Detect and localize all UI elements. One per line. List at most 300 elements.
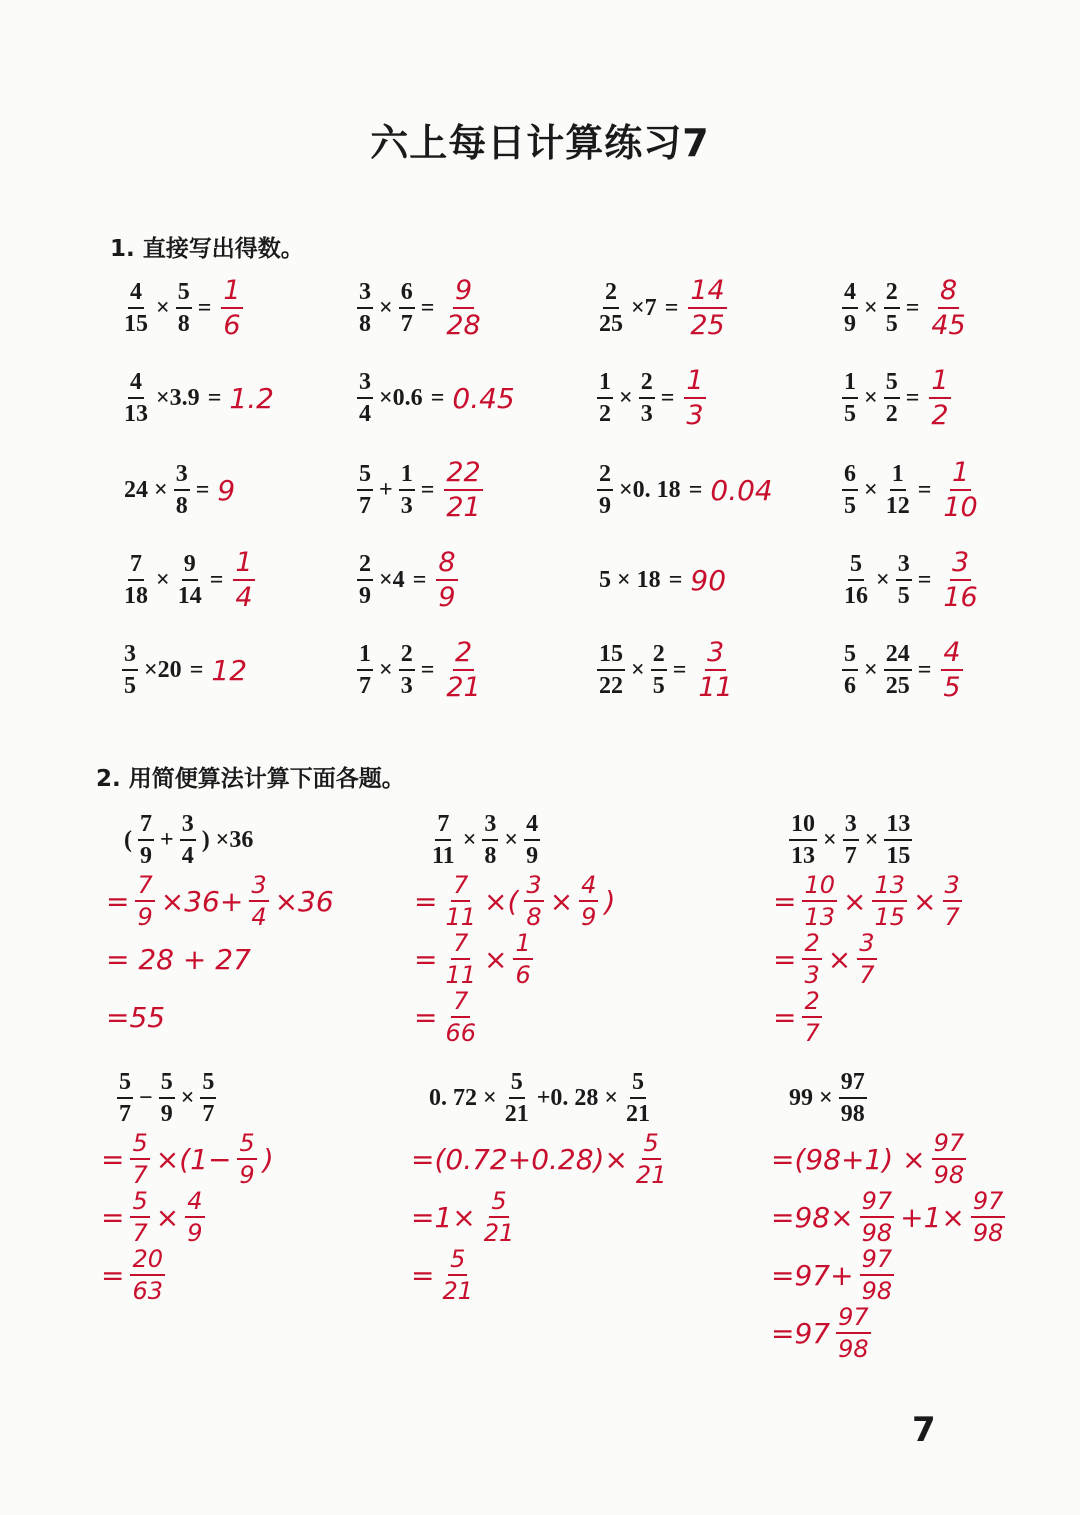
- answer-fraction: [929, 367, 950, 429]
- fraction: [503, 1070, 531, 1126]
- solution-step: [407, 1246, 670, 1304]
- numerator: 97: [860, 1247, 895, 1276]
- fraction: [357, 370, 373, 426]
- solution-step: [769, 988, 964, 1046]
- answer-fraction: [436, 549, 457, 611]
- operator-text: +0. 28 ×: [536, 1084, 619, 1111]
- numerator: 4: [524, 812, 540, 841]
- denominator: 8: [175, 493, 188, 519]
- denominator: 15: [886, 843, 911, 869]
- numerator: 13: [884, 812, 912, 841]
- handwritten-steps: [102, 872, 338, 1046]
- numerator: 3: [896, 552, 912, 581]
- operator-text: ×4: [379, 566, 405, 593]
- numerator: 20: [130, 1247, 165, 1276]
- solution-step: [97, 1246, 278, 1304]
- numerator: 2: [603, 280, 619, 309]
- fraction: [579, 873, 598, 929]
- denominator: 10: [943, 492, 978, 523]
- numerator: 2: [802, 931, 821, 960]
- denominator: 4: [251, 903, 267, 931]
- handwritten-steps: [769, 872, 964, 1046]
- fraction: [135, 873, 154, 929]
- fraction: [597, 280, 625, 336]
- handwritten-answer: 0.45: [452, 381, 515, 415]
- exercise-item: [595, 455, 773, 525]
- exercise-expression: [595, 280, 682, 336]
- numerator: 5: [509, 1070, 525, 1099]
- fraction: [430, 812, 457, 868]
- solution-step: [767, 1304, 1007, 1362]
- operator-text: ×: [504, 826, 519, 853]
- denominator: 5: [844, 401, 856, 427]
- numerator: 2: [884, 280, 900, 309]
- handwritten-answer: [682, 367, 707, 429]
- exercise-expression: [595, 370, 678, 426]
- numerator: 5: [642, 1131, 661, 1160]
- operator-text: ×: [864, 656, 878, 683]
- operator-text: =1×: [411, 1200, 476, 1234]
- denominator: 7: [804, 1019, 820, 1047]
- denominator: 7: [944, 903, 960, 931]
- operator-text: ×: [155, 1200, 180, 1234]
- handwritten-answer: 0.04: [710, 473, 773, 507]
- operator-text: =: [197, 294, 212, 321]
- denominator: 11: [445, 961, 477, 989]
- simplify-problem: [773, 808, 964, 1047]
- solution-step: [407, 1188, 670, 1246]
- numerator: 5: [130, 1189, 149, 1218]
- exercise-expression: [355, 642, 438, 698]
- operator-text: ×7: [631, 294, 657, 321]
- numerator: 2: [651, 642, 667, 671]
- denominator: 13: [791, 843, 815, 869]
- page-title: 六上每日计算练习7: [370, 121, 710, 165]
- operator-text: =55: [106, 1000, 166, 1034]
- exercise-expression: [120, 642, 207, 698]
- denominator: 11: [432, 843, 455, 869]
- solution-step: [97, 1130, 278, 1188]
- numerator: 7: [435, 812, 451, 841]
- handwritten-answer: [442, 459, 484, 521]
- exercise-expression: [840, 370, 923, 426]
- fraction: [860, 1247, 895, 1303]
- exercise-item: [120, 545, 257, 615]
- fraction: [802, 931, 821, 987]
- operator-text: ×: [379, 294, 393, 321]
- exercise-expression: [120, 552, 227, 608]
- operator-text: =: [660, 384, 675, 411]
- fraction: [443, 989, 478, 1045]
- operator-text: ): [604, 884, 616, 918]
- denominator: 7: [132, 1219, 148, 1247]
- numerator: 4: [941, 639, 962, 671]
- simplify-problem: [106, 808, 338, 1046]
- answer-fraction: [941, 639, 962, 701]
- numerator: 1: [890, 462, 906, 491]
- numerator: 4: [579, 873, 598, 902]
- numerator: 5: [884, 370, 900, 399]
- numerator: 1: [842, 370, 858, 399]
- operator-text: ×: [619, 384, 633, 411]
- fraction: [802, 873, 837, 929]
- numerator: 2: [453, 639, 474, 671]
- exercise-item: [840, 363, 953, 433]
- answer-fraction: [221, 277, 242, 339]
- denominator: 6: [223, 310, 241, 341]
- operator-text: ×: [484, 942, 508, 976]
- fraction: [249, 873, 268, 929]
- fraction: [122, 370, 150, 426]
- operator-text: +1×: [900, 1200, 965, 1234]
- numerator: 14: [688, 277, 726, 309]
- numerator: 9: [453, 277, 474, 309]
- simplify-problem: [414, 808, 619, 1047]
- exercise-expression: [355, 462, 438, 518]
- numerator: 7: [128, 552, 144, 581]
- fraction: [237, 1131, 256, 1187]
- numerator: 24: [884, 642, 912, 671]
- denominator: 98: [972, 1219, 1004, 1247]
- numerator: 5: [448, 1247, 467, 1276]
- handwritten-answer: [927, 367, 952, 429]
- solution-step: [102, 930, 338, 988]
- fraction: [482, 812, 498, 868]
- operator-text: =: [688, 476, 703, 503]
- exercise-expression: [595, 642, 690, 698]
- handwritten-answer: [686, 277, 728, 339]
- numerator: 5: [630, 1070, 646, 1099]
- answer-fraction: [684, 367, 705, 429]
- exercise-item: [840, 455, 982, 525]
- denominator: 7: [132, 1161, 148, 1189]
- operator-text: ×: [156, 294, 170, 321]
- problem-expression: [787, 808, 964, 872]
- fraction: [200, 1070, 216, 1126]
- denominator: 3: [640, 401, 653, 427]
- solution-step: [410, 930, 619, 988]
- numerator: 5: [357, 462, 373, 491]
- operator-text: =97: [771, 1316, 831, 1350]
- denominator: 5: [943, 672, 961, 703]
- fraction: [884, 812, 912, 868]
- exercise-item: [120, 635, 247, 705]
- numerator: 1: [950, 459, 971, 491]
- denominator: 25: [599, 311, 623, 337]
- denominator: 15: [874, 903, 906, 931]
- operator-text: =: [672, 656, 687, 683]
- denominator: 2: [885, 401, 898, 427]
- handwritten-answer: [219, 277, 244, 339]
- fraction: [130, 1247, 165, 1303]
- fraction: [597, 370, 613, 426]
- denominator: 13: [804, 903, 836, 931]
- denominator: 21: [504, 1101, 529, 1127]
- operator-text: ×36+: [160, 884, 244, 918]
- answer-fraction: [688, 277, 726, 339]
- exercise-expression: [840, 462, 935, 518]
- handwritten-answer: [939, 549, 981, 611]
- numerator: 4: [185, 1189, 204, 1218]
- solution-step: [410, 988, 619, 1046]
- operator-text: ×0.6: [379, 384, 423, 411]
- handwritten-steps: [97, 1130, 278, 1304]
- operator-text: ×: [864, 826, 879, 853]
- numerator: 3: [357, 280, 373, 309]
- fraction: [399, 642, 415, 698]
- handwritten-answer: [442, 639, 484, 701]
- fraction: [860, 1189, 895, 1245]
- operator-text: =: [905, 294, 920, 321]
- denominator: 9: [438, 582, 456, 613]
- handwritten-answer: 90: [690, 563, 727, 597]
- operator-text: =: [773, 942, 797, 976]
- solution-step: [97, 1188, 278, 1246]
- fraction: [971, 1189, 1006, 1245]
- fraction: [117, 1070, 133, 1126]
- numerator: 5: [117, 1070, 133, 1099]
- solution-step: [407, 1130, 670, 1188]
- answer-fraction: [696, 639, 734, 701]
- exercise-item: [840, 273, 970, 343]
- numerator: 7: [135, 873, 154, 902]
- handwritten-steps: [407, 1130, 670, 1304]
- exercise-expression: [840, 280, 923, 336]
- denominator: 3: [400, 493, 413, 519]
- operator-text: +: [160, 826, 174, 853]
- solution-step: [767, 1246, 1007, 1304]
- numerator: 7: [451, 931, 470, 960]
- operator-text: ×36: [274, 884, 334, 918]
- numerator: 7: [451, 873, 470, 902]
- denominator: 8: [484, 843, 497, 869]
- operator-text: =: [420, 656, 435, 683]
- denominator: 5: [844, 493, 856, 519]
- numerator: 3: [857, 931, 876, 960]
- denominator: 9: [581, 903, 597, 931]
- numerator: 3: [843, 812, 859, 841]
- operator-text: +: [379, 476, 393, 503]
- solution-step: [410, 872, 619, 930]
- numerator: 6: [842, 462, 858, 491]
- exercise-item: [840, 635, 965, 705]
- fraction: [932, 1131, 967, 1187]
- handwritten-steps: [410, 872, 619, 1046]
- numerator: 3: [122, 642, 138, 671]
- numerator: 5: [176, 280, 192, 309]
- fraction: [122, 552, 150, 608]
- fraction: [185, 1189, 204, 1245]
- exercise-expression: [120, 280, 215, 336]
- operator-text: =: [420, 294, 435, 321]
- denominator: 98: [861, 1277, 893, 1305]
- numerator: 5: [130, 1131, 149, 1160]
- denominator: 3: [804, 961, 820, 989]
- denominator: 21: [446, 492, 481, 523]
- fraction: [634, 1131, 669, 1187]
- denominator: 8: [359, 311, 371, 337]
- problem-expression: [115, 1066, 278, 1130]
- fraction: [513, 931, 532, 987]
- operator-text: ×: [631, 656, 645, 683]
- answer-fraction: [941, 549, 979, 611]
- fraction: [399, 280, 415, 336]
- numerator: 3: [943, 873, 962, 902]
- fraction: [872, 873, 907, 929]
- handwritten-answer: 1.2: [229, 381, 274, 415]
- operator-text: =: [917, 656, 932, 683]
- operator-text: =: [414, 1000, 438, 1034]
- fraction: [884, 280, 900, 336]
- fraction: [176, 552, 204, 608]
- fraction: [624, 1070, 652, 1126]
- denominator: 22: [599, 673, 623, 699]
- simplify-problem: [411, 1066, 670, 1305]
- numerator: 1: [221, 277, 242, 309]
- operator-text: =: [101, 1258, 125, 1292]
- denominator: 98: [933, 1161, 965, 1189]
- fraction: [884, 642, 912, 698]
- operator-text: ×: [379, 656, 393, 683]
- fraction: [842, 280, 858, 336]
- exercise-item: [355, 635, 485, 705]
- fraction: [357, 552, 373, 608]
- answer-fraction: [941, 459, 979, 521]
- fraction: [597, 642, 625, 698]
- denominator: 28: [446, 310, 481, 341]
- exercise-item: [840, 545, 982, 615]
- denominator: 7: [844, 843, 857, 869]
- handwritten-answer: 12: [211, 653, 248, 687]
- operator-text: ×: [843, 884, 867, 918]
- denominator: 9: [140, 843, 152, 869]
- denominator: 21: [635, 1161, 667, 1189]
- fraction: [180, 812, 196, 868]
- numerator: 97: [860, 1189, 895, 1218]
- denominator: 45: [931, 310, 966, 341]
- simplify-problem: [771, 1066, 1007, 1363]
- operator-text: =: [430, 384, 445, 411]
- operator-text: =: [917, 476, 932, 503]
- operator-text: ×(: [484, 884, 519, 918]
- denominator: 3: [400, 673, 413, 699]
- operator-text: ×: [156, 566, 170, 593]
- exercise-item: [595, 545, 726, 615]
- numerator: 7: [138, 812, 154, 841]
- denominator: 9: [137, 903, 153, 931]
- handwritten-answer: [927, 277, 969, 339]
- fraction: [130, 1131, 149, 1187]
- exercise-expression: [595, 462, 706, 518]
- fraction: [159, 1070, 175, 1126]
- fraction: [122, 642, 138, 698]
- denominator: 3: [686, 400, 704, 431]
- denominator: 5: [124, 673, 136, 699]
- operator-text: =: [664, 294, 679, 321]
- operator-text: ×: [549, 884, 574, 918]
- operator-text: =: [189, 656, 204, 683]
- operator-text: =(98+1) ×: [771, 1142, 926, 1176]
- denominator: 25: [690, 310, 725, 341]
- operator-text: ×: [827, 942, 852, 976]
- exercise-item: [355, 545, 460, 615]
- operator-text: ×0. 18: [619, 476, 681, 503]
- operator-text: =: [411, 1258, 435, 1292]
- numerator: 1: [597, 370, 613, 399]
- numerator: 15: [597, 642, 625, 671]
- exercise-expression: [840, 642, 935, 698]
- fraction: [597, 462, 613, 518]
- handwritten-answer: [694, 639, 736, 701]
- numerator: 3: [357, 370, 373, 399]
- operator-text: ×: [180, 1084, 195, 1111]
- operator-text: =: [195, 476, 210, 503]
- handwritten-steps: [767, 1130, 1007, 1362]
- solution-step: [767, 1188, 1007, 1246]
- fraction: [138, 812, 154, 868]
- denominator: 25: [885, 673, 910, 699]
- operator-text: ×3.9: [156, 384, 200, 411]
- solution-step: [767, 1130, 1007, 1188]
- fraction: [524, 873, 543, 929]
- fraction: [443, 873, 478, 929]
- operator-text: = 28 + 27: [106, 942, 251, 976]
- problem-expression: [120, 808, 338, 872]
- denominator: 9: [599, 493, 611, 519]
- fraction: [842, 552, 870, 608]
- operator-text: =: [101, 1142, 125, 1176]
- exercise-item: [355, 273, 485, 343]
- solution-step: [102, 988, 338, 1046]
- fraction: [130, 1189, 149, 1245]
- operator-text: 24 ×: [124, 476, 168, 503]
- denominator: 7: [859, 961, 875, 989]
- denominator: 5: [885, 311, 898, 337]
- exercise-expression: [840, 552, 935, 608]
- denominator: 6: [515, 961, 531, 989]
- numerator: 5: [489, 1189, 508, 1218]
- operator-text: ×: [876, 566, 890, 593]
- operator-text: =: [209, 566, 224, 593]
- handwritten-answer: [231, 549, 256, 611]
- denominator: 9: [187, 1219, 203, 1247]
- handwritten-answer: [434, 549, 459, 611]
- numerator: 5: [237, 1131, 256, 1160]
- page-number: 7: [912, 1410, 936, 1450]
- operator-text: 0. 72 ×: [429, 1084, 497, 1111]
- denominator: 7: [400, 311, 413, 337]
- numerator: 4: [128, 280, 144, 309]
- fraction: [357, 280, 373, 336]
- denominator: 9: [160, 1101, 173, 1127]
- denominator: 12: [885, 493, 910, 519]
- denominator: 5: [897, 583, 910, 609]
- operator-text: =: [412, 566, 427, 593]
- operator-text: =97+: [771, 1258, 854, 1292]
- numerator: 3: [705, 639, 726, 671]
- solution-step: [102, 872, 338, 930]
- operator-text: =98×: [771, 1200, 854, 1234]
- numerator: 3: [482, 812, 498, 841]
- operator-text: =(0.72+0.28)×: [411, 1142, 628, 1176]
- numerator: 6: [399, 280, 415, 309]
- exercise-expression: [355, 370, 448, 426]
- exercise-expression: [355, 552, 430, 608]
- fraction: [802, 989, 821, 1045]
- problem-expression: [428, 808, 619, 872]
- exercise-item: [595, 363, 708, 433]
- exercise-expression: [595, 567, 686, 594]
